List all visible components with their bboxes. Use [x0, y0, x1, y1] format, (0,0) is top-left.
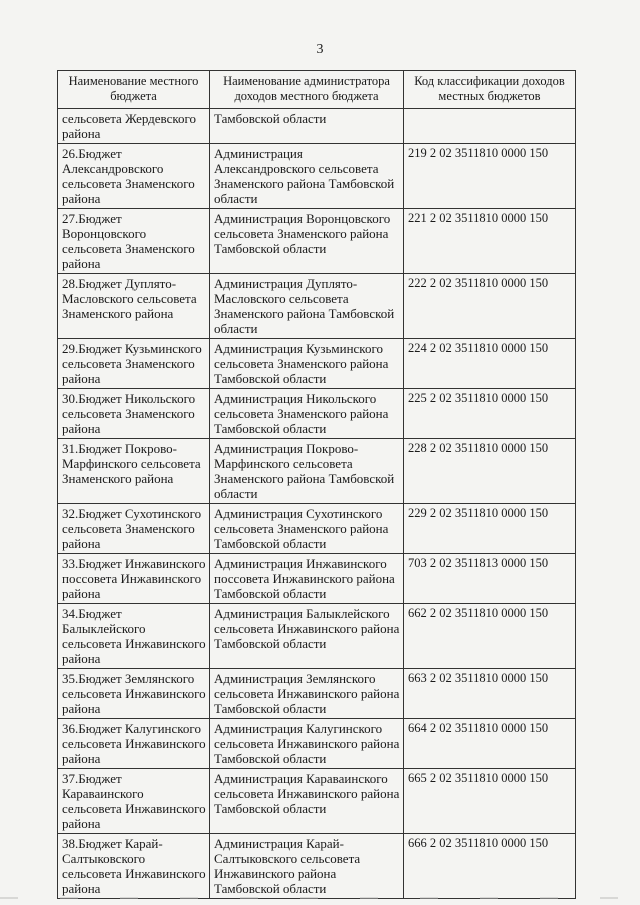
admin-cell: Администрация Никольского сельсовета Знаменского района Тамбовской области: [210, 389, 404, 439]
page-number: 3: [316, 42, 324, 57]
table-row: [58, 339, 576, 389]
budget-cell: 37.Бюджет Караваинского сельсовета Инжавинского района: [58, 769, 210, 834]
table-row: [58, 604, 576, 669]
admin-cell: Администрация Александровского сельсовета Знаменского района Тамбовской области: [210, 144, 404, 209]
code-cell: 229 2 02 3511810 0000 150: [404, 504, 576, 554]
code-cell: 224 2 02 3511810 0000 150: [404, 339, 576, 389]
code-cell: 228 2 02 3511810 0000 150: [404, 439, 576, 504]
code-cell: 222 2 02 3511810 0000 150: [404, 274, 576, 339]
table-row: [58, 439, 576, 504]
budget-cell: 30.Бюджет Никольского сельсовета Знаменского района: [58, 389, 210, 439]
admin-cell: Администрация Караваинского сельсовета Инжавинского района Тамбовской области: [210, 769, 404, 834]
budget-cell: 33.Бюджет Инжавинского поссовета Инжавинского района: [58, 554, 210, 604]
admin-cell: Администрация Воронцовского сельсовета Знаменского района Тамбовской области: [210, 209, 404, 274]
admin-cell: Администрация Калугинского сельсовета Инжавинского района Тамбовской области: [210, 719, 404, 769]
table-row: [58, 274, 576, 339]
table-row: [58, 719, 576, 769]
admin-cell: Администрация Землянского сельсовета Инжавинского района Тамбовской области: [210, 669, 404, 719]
budget-cell: 38.Бюджет Карай-Салтыковского сельсовета Инжавинского района: [58, 834, 210, 899]
budget-cell: 35.Бюджет Землянского сельсовета Инжавинского района: [58, 669, 210, 719]
budget-cell: 29.Бюджет Кузьминского сельсовета Знаменского района: [58, 339, 210, 389]
table-row: [58, 109, 576, 144]
admin-cell: Администрация Карай-Салтыковского сельсовета Инжавинского района Тамбовской области: [210, 834, 404, 899]
code-cell: 665 2 02 3511810 0000 150: [404, 769, 576, 834]
table-row: [58, 554, 576, 604]
budget-cell: 26.Бюджет Александровского сельсовета Знаменского района: [58, 144, 210, 209]
table-row: [58, 144, 576, 209]
budget-cell: сельсовета Жердевского района: [58, 109, 210, 144]
admin-cell: Тамбовской области: [210, 109, 404, 144]
code-cell: 225 2 02 3511810 0000 150: [404, 389, 576, 439]
budget-table: [57, 70, 576, 899]
admin-cell: Администрация Покрово-Марфинского сельсовета Знаменского района Тамбовской области: [210, 439, 404, 504]
table-row: [58, 769, 576, 834]
table-row: [58, 504, 576, 554]
admin-cell: Администрация Балыклейского сельсовета Инжавинского района Тамбовской области: [210, 604, 404, 669]
admin-cell: Администрация Сухотинского сельсовета Знаменского района Тамбовской области: [210, 504, 404, 554]
scan-artifact: [0, 897, 640, 899]
header-admin-name: Наименование администратора доходов местного бюджета: [210, 71, 404, 109]
table-header-row: [58, 71, 576, 109]
admin-cell: Администрация Инжавинского поссовета Инжавинского района Тамбовской области: [210, 554, 404, 604]
budget-cell: 31.Бюджет Покрово-Марфинского сельсовета Знаменского района: [58, 439, 210, 504]
table-row: [58, 834, 576, 899]
code-cell: 664 2 02 3511810 0000 150: [404, 719, 576, 769]
budget-cell: 32.Бюджет Сухотинского сельсовета Знаменского района: [58, 504, 210, 554]
table-row: [58, 209, 576, 274]
admin-cell: Администрация Кузьминского сельсовета Знаменского района Тамбовской области: [210, 339, 404, 389]
budget-cell: 36.Бюджет Калугинского сельсовета Инжавинского района: [58, 719, 210, 769]
admin-cell: Администрация Дуплято-Масловского сельсовета Знаменского района Тамбовской области: [210, 274, 404, 339]
table-row: [58, 389, 576, 439]
header-budget-name: Наименование местного бюджета: [58, 71, 210, 109]
code-cell: 663 2 02 3511810 0000 150: [404, 669, 576, 719]
code-cell: 662 2 02 3511810 0000 150: [404, 604, 576, 669]
code-cell: [404, 109, 576, 144]
header-classification-code: Код классификации доходов местных бюджетов: [404, 71, 576, 109]
code-cell: 703 2 02 3511813 0000 150: [404, 554, 576, 604]
code-cell: 666 2 02 3511810 0000 150: [404, 834, 576, 899]
budget-cell: 27.Бюджет Воронцовского сельсовета Знаменского района: [58, 209, 210, 274]
code-cell: 221 2 02 3511810 0000 150: [404, 209, 576, 274]
table-row: [58, 669, 576, 719]
budget-cell: 28.Бюджет Дуплято-Масловского сельсовета Знаменского района: [58, 274, 210, 339]
code-cell: 219 2 02 3511810 0000 150: [404, 144, 576, 209]
budget-cell: 34.Бюджет Балыклейского сельсовета Инжавинского района: [58, 604, 210, 669]
